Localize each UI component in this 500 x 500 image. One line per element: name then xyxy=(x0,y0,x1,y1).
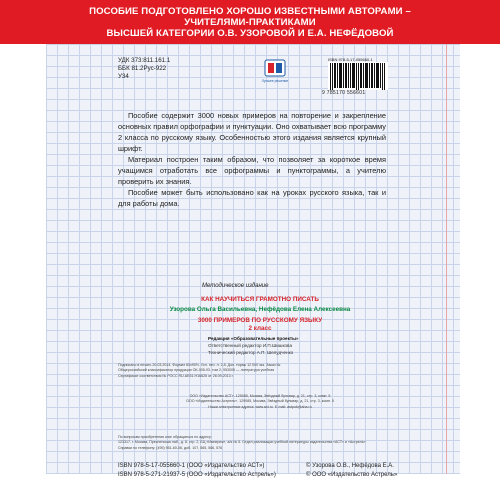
publisher-info: ООО «Издательство АСТ». 129085, Москва, Звёздный бульвар, д. 21, стр. 3, комн. 5 ООО «Издательство Астрель». 129085, Москва, Звёздный бульвар, д. 21, стр. 3, комн. 5 Наши электронные адреса: www.ast.ru E-mail: astpub@aha.ru xyxy=(186,394,334,409)
paragraph-3: Пособие может быть использовано как на уроках русского языка, так и для работы дома. xyxy=(118,188,386,208)
print-info: Подписано в печать 20.03.2014. Формат 60х90⅛. Усл. печ. л. 2,8. Доп. тираж 12 000 экз. Заказ № Общероссийский классификатор продукции ОК-005-93, том 2; 953005 — литература учебная Сертификат соответствия № РОСС RU.АЕ51.Н16626 от 26.09.2013 г. xyxy=(118,363,281,378)
isbn-label: ISBN 978-5-17-055660-1 xyxy=(328,57,373,62)
header-text: ПОСОБИЕ ПОДГОТОВЛЕНО ХОРОШО ИЗВЕСТНЫМИ АВТОРАМИ – УЧИТЕЛЯМИ-ПРАКТИКАМИ ВЫСШЕЙ КАТЕГОРИИ О.В. УЗОРОВОЙ И Е.А. НЕФЁДОВОЙ xyxy=(89,6,411,39)
paragraph-1: Пособие содержит 3000 новых примеров на повторение и закрепление основных правил орфографии и пунктуации. Оно охватывает всю программу 2 класса по русскому языку. Особенностью этого издания является крупный шрифт. xyxy=(118,111,386,153)
isbn-digits: 9 785170 556601 xyxy=(322,90,366,96)
margin-line xyxy=(446,44,447,474)
book-title: КАК НАУЧИТЬСЯ ГРАМОТНО ПИСАТЬ xyxy=(201,296,319,303)
udk-code: УДК 373:811.161.1 xyxy=(118,57,171,64)
paragraph-2: Материал построен таким образом, что позволяет за короткое время учащимся отработать все орфограммы и пунктограммы, а учителю проверить их знания. xyxy=(118,155,386,186)
editorial-tech-editor: Технический редактор А.П. Шелудченко xyxy=(208,350,294,355)
orders-info: По вопросам приобретения книг обращаться по адресу: 123317, г. Москва, Пресненская наб., д. 6, стр. 2, БЦ «Империя», а/я № 5. Отдел реализации учебной литературы издательства «АСТ» и «Астрель» Справки по телефону: (495) 951-60-06, доб. 107, 565, 566, 576 xyxy=(118,435,366,450)
isbn-list xyxy=(118,462,276,480)
isbn-ast: ISBN 978-5-17-055660-1 (ООО «Издательство АСТ») xyxy=(118,463,265,469)
logo-caption: Лучшее решение xyxy=(261,79,289,83)
editorial-lead: Редакция «Образовательные проекты» xyxy=(208,336,299,341)
barcode-icon xyxy=(328,62,388,90)
edition-type: Методическое издание xyxy=(202,283,269,289)
copyright-authors: © Узорова О.В., Нефёдова Е.А. xyxy=(306,463,394,469)
header-band xyxy=(0,0,500,44)
copyright-list xyxy=(306,462,397,480)
editorial-block xyxy=(208,335,299,356)
book-grade: 2 класс xyxy=(248,325,272,332)
classification-codes xyxy=(118,57,170,81)
isbn-astrel: ISBN 978-5-271-21937-5 (ООО «Издательство Астрель») xyxy=(118,472,276,478)
publisher-logo-icon xyxy=(264,59,286,77)
copyright-publisher: © ООО «Издательство Астрель» xyxy=(306,472,398,478)
book-subtitle: 3000 ПРИМЕРОВ ПО РУССКОМУ ЯЗЫКУ xyxy=(197,317,323,324)
u-code: У34 xyxy=(118,73,129,80)
editorial-editor: Ответственный редактор И.П.Шишкова xyxy=(208,343,293,348)
bbk-code: ББК 81.2Рус-922 xyxy=(118,65,167,72)
book-authors: Узорова Ольга Васильевна, Нефёдова Елена Алексеевна xyxy=(169,306,351,313)
